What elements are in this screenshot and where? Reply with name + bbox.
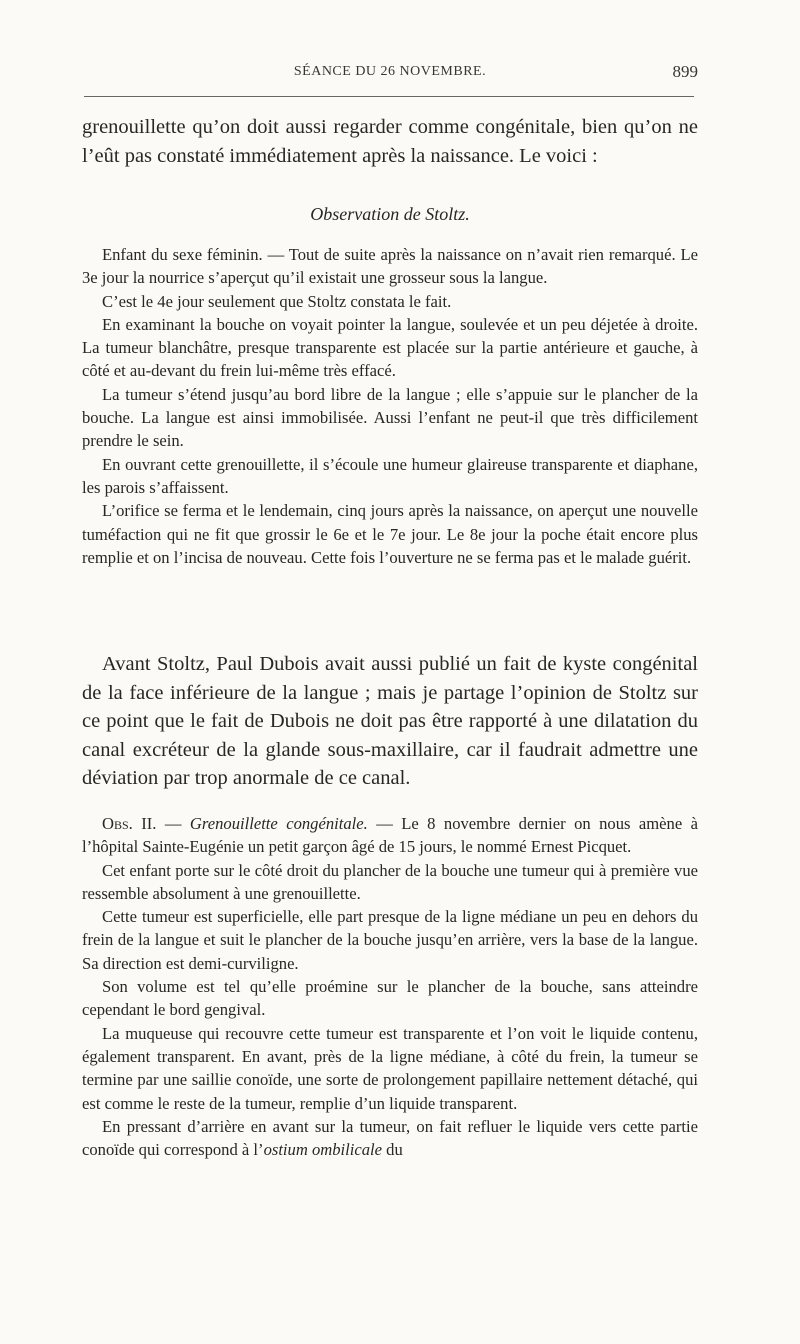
obs2-block bbox=[82, 812, 698, 1161]
obs2-last-paragraph bbox=[82, 1115, 698, 1162]
running-head: SÉANCE DU 26 NOVEMBRE. bbox=[293, 64, 487, 79]
observation-title-block bbox=[82, 200, 698, 229]
obs2-paragraph: Cette tumeur est superficielle, elle part presque de la ligne médiane un peu en dehors du frein de la langue et suit le plancher de la bouche jusqu’en arrière, vers la base de la langue. Sa direction est demi-curviligne. bbox=[82, 907, 698, 973]
header-rule bbox=[84, 96, 694, 97]
page-number: 899 bbox=[672, 62, 698, 81]
obs2-last-italic: ostium ombilicale bbox=[263, 1140, 383, 1160]
observation-paragraph: Enfant du sexe féminin. — Tout de suite après la naissance on n’avait rien remarqué. Le 3e jour la nourrice s’aperçut qu’il existait une grosseur sous la langue. bbox=[82, 245, 698, 288]
obs2-paragraph: Cet enfant porte sur le côté droit du plancher de la bouche une tumeur qui à première vue ressemble absolument à une grenouillette. bbox=[82, 860, 698, 903]
intro-block bbox=[82, 113, 698, 170]
page-header bbox=[82, 62, 698, 86]
obs2-paragraph: La muqueuse qui recouvre cette tumeur est transparente et l’on voit le liquide contenu, également transparent. En avant, près de la ligne médiane, à côté du frein, la tumeur se termine par une saillie conoïde, une sorte de prolongement papillaire nettement détaché, qui est comme le reste de la tumeur, remplie d’un liquide transparent. bbox=[82, 1023, 698, 1113]
commentary-block bbox=[82, 650, 698, 793]
observation-paragraph: L’orifice se ferma et le lendemain, cinq jours après la naissance, on aperçut une nouvelle tuméfaction qui ne fit que grossir le 6e et le 7e jour. Le 8e jour la poche était encore plus remplie et on l’incisa de nouveau. Cette fois l’ouverture ne se ferma pas et le malade guérit. bbox=[82, 501, 698, 567]
obs2-heading-paragraph bbox=[82, 812, 698, 859]
obs2-last-text: En pressant d’arrière en avant sur la tumeur, on fait refluer le liquide vers cette partie conoïde qui correspond à l’ bbox=[82, 1116, 698, 1160]
observation-title: Observation de Stoltz. bbox=[310, 204, 470, 224]
intro-paragraph: grenouillette qu’on doit aussi regarder comme congénitale, bien qu’on ne l’eût pas constaté immédiatement après la naissance. Le voici : bbox=[82, 116, 698, 167]
obs2-text: — Le 8 novembre dernier on nous amène à l’hôpital Sainte-Eugénie un petit garçon âgé de 15 jours, le nommé Ernest Picquet. bbox=[82, 814, 699, 857]
observation-paragraph: En ouvrant cette grenouillette, il s’écoule une humeur glaireuse transparente et diaphane, les parois s’affaissent. bbox=[82, 454, 698, 497]
observation-paragraph: C’est le 4e jour seulement que Stoltz constata le fait. bbox=[102, 291, 452, 311]
observation-paragraph: En examinant la bouche on voyait pointer la langue, soulevée et un peu déjetée à droite. La tumeur blanchâtre, presque transparente est placée sur la partie antérieure et gauche, à côté et au-devant du frein lui-même très effacé. bbox=[82, 314, 698, 381]
obs2-paragraph: Son volume est tel qu’elle proémine sur le plancher de la bouche, sans atteindre cependant le bord gengival. bbox=[82, 977, 698, 1020]
obs2-label: Obs. II. bbox=[102, 814, 157, 833]
obs2-dash: — bbox=[156, 814, 190, 833]
obs2-title: Grenouillette congénitale. bbox=[189, 814, 368, 833]
observation-block bbox=[82, 243, 698, 569]
commentary-paragraph: Avant Stoltz, Paul Dubois avait aussi publié un fait de kyste congénital de la face inférieure de la langue ; mais je partage l’opinion de Stoltz sur ce point que le fait de Dubois ne doit pas être rapporté à une dilatation du canal excréteur de la glande sous-maxillaire, car il faudrait admettre une déviation par trop anormale de ce canal. bbox=[82, 653, 698, 790]
obs2-last-end: du bbox=[382, 1140, 403, 1160]
observation-paragraph: La tumeur s’étend jusqu’au bord libre de la langue ; elle s’appuie sur le plancher de la bouche. La langue est ainsi immobilisée. Aussi l’enfant ne peut-il que très difficilement prendre le sein. bbox=[82, 384, 698, 451]
